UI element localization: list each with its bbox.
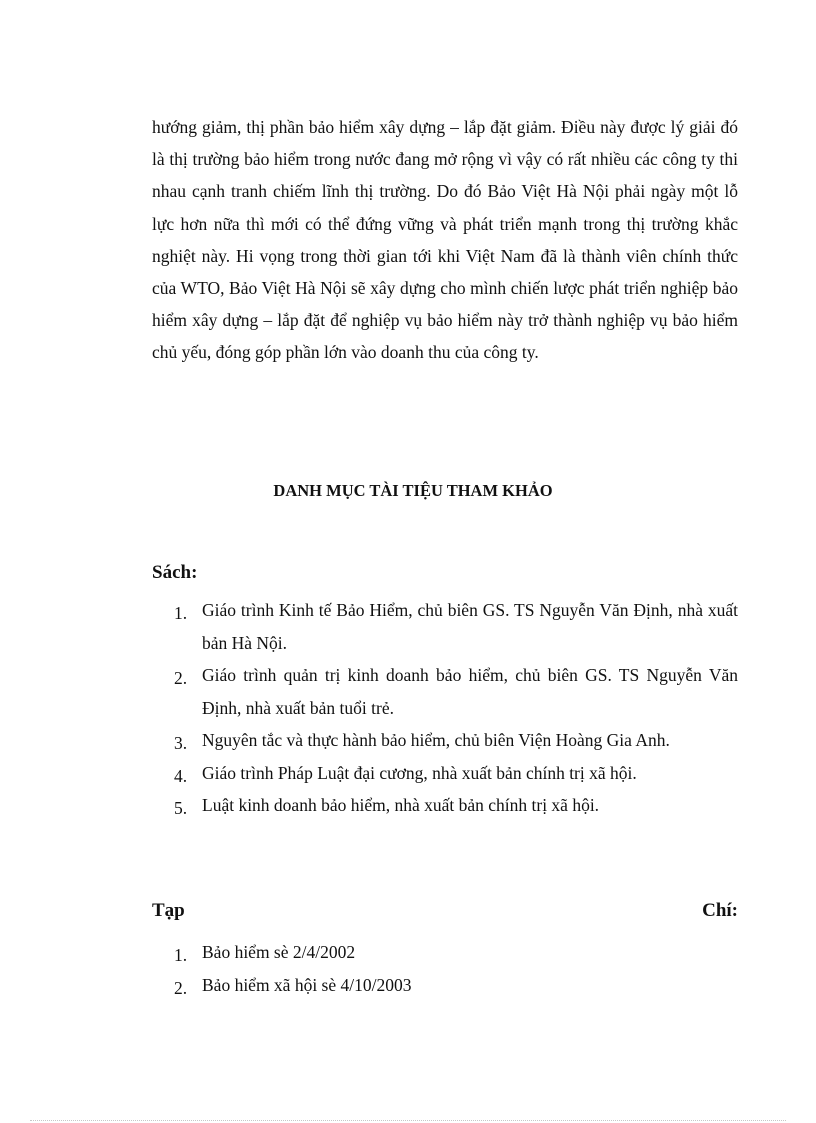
- list-item: [174, 724, 738, 757]
- list-item-number: 3.: [174, 733, 188, 753]
- list-item-number: 1.: [174, 603, 188, 623]
- books-list: [174, 594, 738, 822]
- list-item-text: Bảo hiểm sè 2/4/2002: [202, 942, 356, 962]
- list-item-text: Giáo trình Kinh tế Bảo Hiểm, chủ biên GS. TS Nguyễn Văn Định, nhà xuất bản Hà Nội.: [202, 600, 738, 653]
- journals-heading-left: Tạp: [152, 900, 185, 921]
- list-item-number: 5.: [174, 798, 188, 818]
- list-item: [174, 659, 738, 724]
- list-item: [174, 969, 738, 1002]
- list-item: [174, 936, 738, 969]
- page-bottom-divider: [30, 1120, 786, 1121]
- journals-list: [174, 936, 738, 1001]
- list-item-text: Bảo hiểm xã hội sè 4/10/2003: [202, 974, 412, 995]
- list-item-number: 2.: [174, 668, 188, 688]
- list-item-number: 1.: [174, 945, 188, 965]
- list-item-text: Luật kinh doanh bảo hiểm, nhà xuất bản chính trị xã hội.: [202, 795, 600, 815]
- list-item: [174, 594, 738, 659]
- body-paragraph: hướng giảm, thị phần bảo hiểm xây dựng – lắp đặt giảm. Điều này được lý giải đó là thị trường bảo hiểm trong nước đang mở rộng vì vậy có rất nhiều các công ty thi nhau cạnh tranh chiếm lĩnh thị trường. Do đó Bảo Việt Hà Nội phải ngày một lỗ lực hơn nữa thì mới có thể đứng vững và phát triển mạnh trong thị trường khắc nghiệt này. Hi vọng trong thời gian tới khi Việt Nam đã là thành viên chính thức của WTO, Bảo Việt Hà Nội sẽ xây dựng cho mình chiến lược phát triển nghiệp bảo hiểm xây dựng – lắp đặt để nghiệp vụ bảo hiểm này trở thành nghiệp vụ bảo hiểm chủ yếu, đóng góp phần lớn vào doanh thu của công ty.: [152, 117, 738, 363]
- books-heading: Sách:: [152, 562, 198, 583]
- list-item-text: Giáo trình quản trị kinh doanh bảo hiểm, chủ biên GS. TS Nguyễn Văn Định, nhà xuất bản tuổi trẻ.: [202, 665, 738, 718]
- list-item-text: Nguyên tắc và thực hành bảo hiểm, chủ biên Viện Hoàng Gia Anh.: [202, 730, 670, 750]
- list-item-number: 2.: [174, 977, 188, 998]
- list-item: [174, 789, 738, 822]
- references-title: DANH MỤC TÀI TIỆU THAM KHẢO: [273, 481, 553, 500]
- journals-heading-right: Chí:: [702, 900, 738, 921]
- list-item-number: 4.: [174, 765, 188, 786]
- journals-heading: [152, 900, 738, 922]
- list-item-text: Giáo trình Pháp Luật đại cương, nhà xuất bản chính trị xã hội.: [202, 762, 637, 783]
- list-item: [174, 757, 738, 790]
